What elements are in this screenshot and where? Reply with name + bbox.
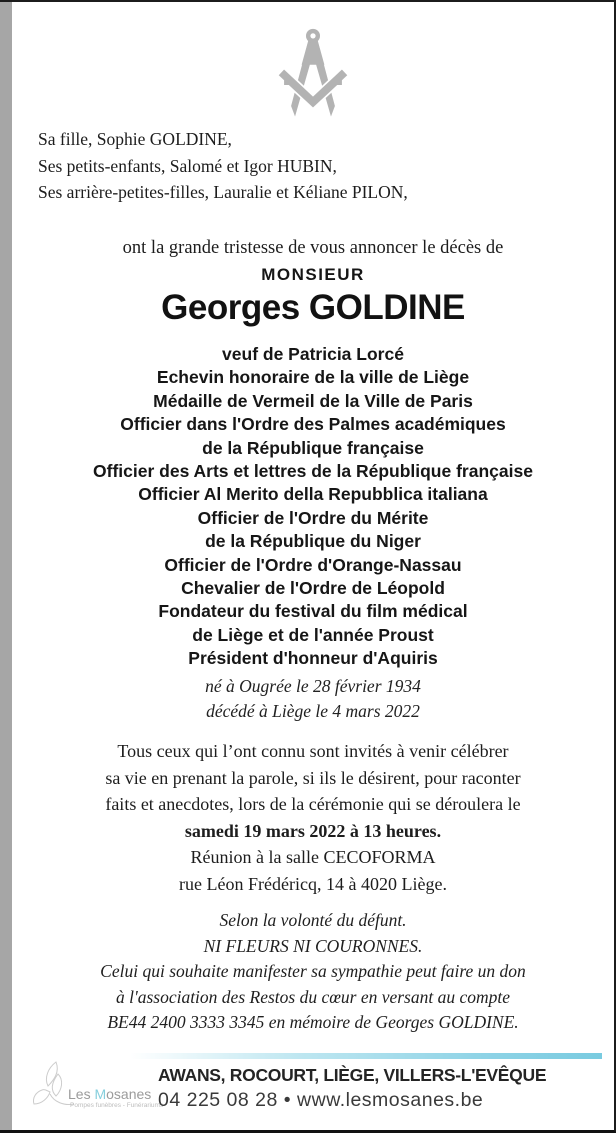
honor-line: Officier des Arts et lettres de la République française (93, 461, 533, 482)
wishes-line: Selon la volonté du défunt. (219, 910, 407, 930)
footer-phone-website (158, 1087, 608, 1113)
wishes-line: NI FLEURS NI COURONNES. (203, 935, 423, 956)
footer-phone: 04 225 08 28 (158, 1089, 278, 1111)
civility-label: MONSIEUR (261, 265, 365, 284)
honor-line: de Liège et de l'année Proust (192, 624, 434, 645)
honor-line: Officier dans l'Ordre des Palmes académiques (120, 414, 506, 435)
square-and-compasses-icon (267, 28, 359, 120)
death-line: décédé à Liège le 4 mars 2022 (206, 701, 420, 721)
ceremony-line: Tous ceux qui l’ont connu sont invités à venir célébrer (117, 741, 509, 761)
ceremony-line: sa vie en prenant la parole, si ils le désirent, pour raconter (105, 767, 521, 788)
birth-line: né à Ougrée le 28 février 1934 (205, 676, 421, 696)
honor-line: Président d'honneur d'Aquiris (188, 648, 438, 669)
footer-website[interactable]: www.lesmosanes.be (297, 1089, 484, 1111)
footer-separator: • (283, 1089, 292, 1111)
life-dates-block (12, 674, 614, 724)
masonic-icon-container (12, 28, 614, 120)
footer-accent-bar (130, 1053, 602, 1059)
deceased-name: Georges GOLDINE (161, 288, 465, 327)
wishes-line: Celui qui souhaite manifester sa sympathie peut faire un don (100, 961, 526, 981)
honor-line: Chevalier de l'Ordre de Léopold (181, 578, 445, 599)
logo-accent-letter: M (94, 1086, 107, 1102)
honor-line: de la République du Niger (205, 531, 421, 552)
honor-line: Fondateur du festival du film médical (158, 601, 468, 622)
venue-line: rue Léon Frédéricq, 14 à 4020 Liège. (179, 873, 447, 894)
ceremony-line: faits et anecdotes, lors de la cérémonie qui se déroulera le (105, 794, 521, 814)
announcement-line: ont la grande tristesse de vous annoncer le décès de (122, 238, 504, 258)
footer-contact-block (158, 1063, 608, 1113)
honor-line: Officier de l'Ordre du Mérite (197, 507, 429, 528)
honor-line: Echevin honoraire de la ville de Liège (156, 367, 470, 388)
scan-edge-strip (0, 2, 12, 1130)
family-block (12, 126, 614, 206)
family-line: Ses arrière-petites-filles, Lauralie et Kéliane PILON, (38, 182, 408, 202)
ceremony-date: samedi 19 mars 2022 à 13 heures. (184, 820, 442, 841)
honor-line: Officier de l'Ordre d'Orange-Nassau (164, 554, 462, 575)
family-line: Ses petits-enfants, Salomé et Igor HUBIN, (38, 155, 337, 176)
ceremony-block (12, 738, 614, 897)
honor-line: Médaille de Vermeil de la Ville de Paris (153, 390, 473, 411)
family-line: Sa fille, Sophie GOLDINE, (38, 129, 232, 149)
wishes-block (12, 908, 614, 1036)
funeral-home-logo (28, 1056, 164, 1120)
wishes-line: à l'association des Restos du cœur en versant au compte (115, 986, 511, 1007)
honor-line: veuf de Patricia Lorcé (222, 344, 404, 364)
honor-line: Officier Al Merito della Repubblica italiana (138, 484, 488, 505)
footer-cities: AWANS, ROCOURT, LIÈGE, VILLERS-L'EVÊQUE (158, 1065, 547, 1085)
honors-block (12, 343, 614, 671)
honor-line: de la République française (202, 437, 424, 458)
wishes-line: BE44 2400 3333 3345 en mémoire de Georges GOLDINE. (107, 1012, 519, 1032)
logo-caption: Pompes funèbres - Funérariums (70, 1102, 164, 1109)
venue-line: Réunion à la salle CECOFORMA (190, 847, 436, 867)
logo-wordmark: Les Mosanes (68, 1086, 152, 1102)
